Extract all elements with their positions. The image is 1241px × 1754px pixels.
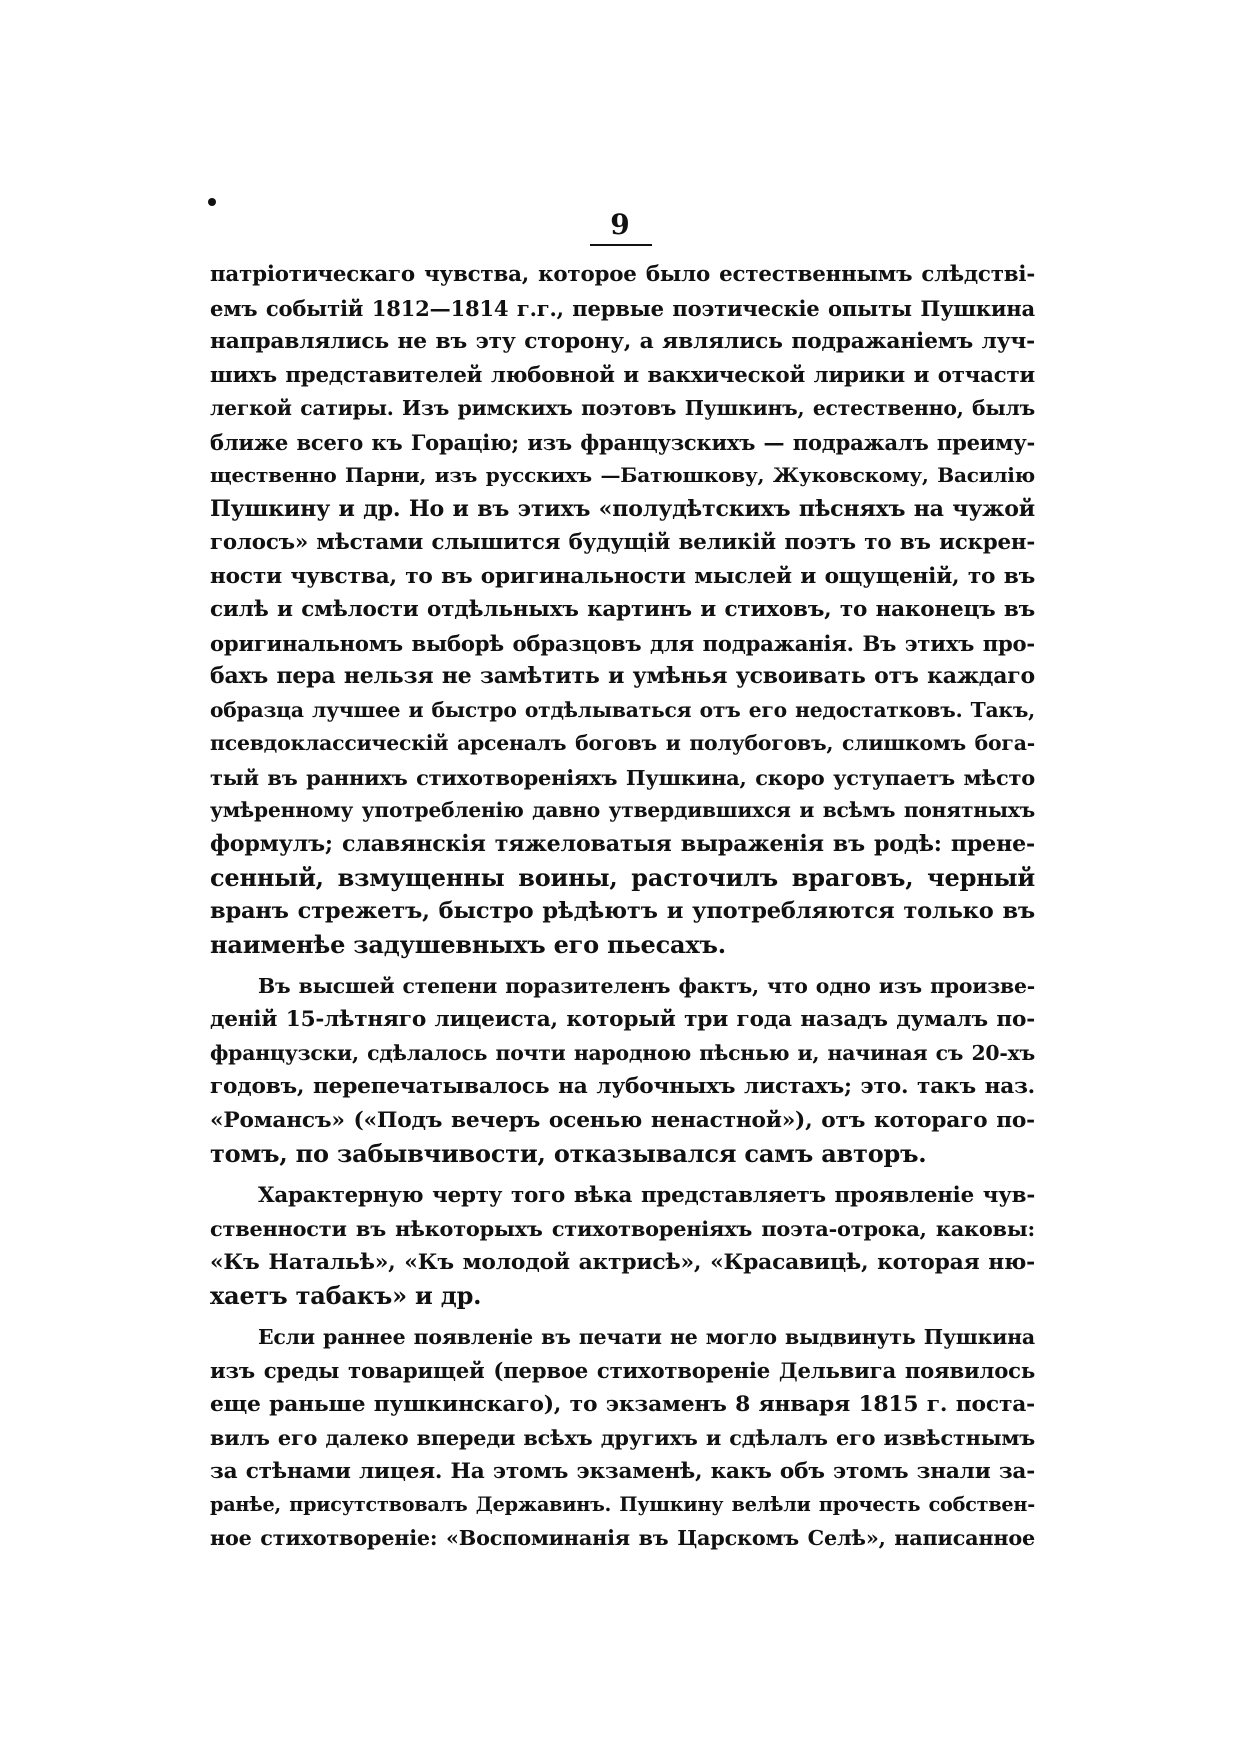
text-line: изъ среды товарищей (первое стихотвореніе Дельвига появилось [210, 1358, 1035, 1383]
text-line: направлялись не въ эту сторону, а являлись подражаніемъ луч- [210, 329, 1035, 354]
text-line: за стѣнами лицея. На этомъ экзаменѣ, какъ объ этомъ знали за- [210, 1458, 1035, 1484]
text-line: ное стихотвореніе: «Воспоминанія въ Царскомъ Селѣ», написанное [210, 1525, 1035, 1550]
text-line: Пушкину и др. Но и въ этихъ «полудѣтскихъ пѣсняхъ на чужой [210, 495, 1035, 522]
paragraph-gap [210, 962, 1035, 970]
text-line: еще раньше пушкинскаго), то экзаменъ 8 января 1815 г. поста- [210, 1391, 1035, 1417]
paragraph-gap [210, 1171, 1035, 1179]
page-number-rule [590, 244, 652, 246]
text-line: хаетъ табакъ» и др. [210, 1281, 482, 1310]
text-line: ближе всего къ Горацію; изъ французскихъ — подражалъ преиму- [210, 429, 1035, 455]
text-line: легкой сатиры. Изъ римскихъ поэтовъ Пушкинъ, естественно, былъ [210, 396, 1035, 420]
text-line: Въ высшей степени поразителенъ фактъ, что одно изъ произве- [258, 973, 1035, 998]
text-line: томъ, по забывчивости, отказывался самъ авторъ. [210, 1139, 927, 1168]
text-line: оригинальномъ выборѣ образцовъ для подражанія. Въ этихъ про- [210, 630, 1035, 656]
text-line: Характерную черту того вѣка представляетъ проявленіе чув- [258, 1182, 1035, 1208]
text-line: щественно Парни, изъ русскихъ —Батюшкову, Жуковскому, Василію [210, 463, 1035, 487]
text-line: шихъ представителей любовной и вакхической лирики и отчасти [210, 362, 1035, 388]
text-line: силѣ и смѣлости отдѣльныхъ картинъ и стиховъ, то наконецъ въ [210, 597, 1035, 622]
text-line: патріотическаго чувства, которое было естественнымъ слѣдстві- [210, 262, 1035, 287]
text-line: деній 15-лѣтняго лицеиста, который три года назадъ думалъ по- [210, 1007, 1035, 1032]
text-line: ранѣе, присутствовалъ Державинъ. Пушкину велѣли прочесть собствен- [210, 1493, 1035, 1516]
text-line: «Романсъ» («Подъ вечеръ осенью ненастной»), отъ котораго по- [210, 1107, 1035, 1133]
text-line: Если раннее появленіе въ печати не могло выдвинуть Пушкина [258, 1324, 1035, 1349]
text-line: емъ событій 1812—1814 г.г., первые поэтическіе опыты Пушкина [210, 295, 1035, 321]
text-line: бахъ пера нельзя не замѣтить и умѣнья усвоивать отъ каждаго [210, 663, 1035, 689]
text-line: ности чувства, то въ оригинальности мыслей и ощущеній, то въ [210, 563, 1035, 589]
text-line: образца лучшее и быстро отдѣлываться отъ его недостатковъ. Такъ, [210, 697, 1035, 722]
text-line: «Къ Натальѣ», «Къ молодой актрисѣ», «Красавицѣ, которая ню- [210, 1249, 1035, 1275]
text-line: вранъ стрежетъ, быстро рѣдѣютъ и употребляются только въ [210, 897, 1035, 924]
text-line: тый въ раннихъ стихотвореніяхъ Пушкина, скоро уступаетъ мѣсто [210, 764, 1035, 790]
margin-dot [208, 198, 216, 206]
text-line: голосъ» мѣстами слышится будущій великій поэтъ то въ искрен- [210, 530, 1035, 555]
text-line: годовъ, перепечатывалось на лубочныхъ листахъ; это. такъ наз. [210, 1074, 1035, 1099]
text-line: вилъ его далеко впереди всѣхъ другихъ и сдѣлалъ его извѣстнымъ [210, 1425, 1035, 1450]
page-number: 9 [610, 208, 630, 241]
text-line: умѣренному употребленію давно утвердившихся и всѣмъ понятныхъ [210, 798, 1035, 822]
text-line: псевдоклассическій арсеналъ боговъ и полубоговъ, слишкомъ бога- [210, 731, 1035, 755]
text-line: сенный, взмущенны воины, расточилъ враговъ, черный [210, 863, 1035, 892]
paragraph-gap [210, 1313, 1035, 1321]
body-text [210, 258, 1035, 1555]
text-line: наименѣе задушевныхъ его пьесахъ. [210, 930, 726, 959]
text-line: французски, сдѣлалось почти народною пѣснью и, начиная съ 20-хъ [210, 1040, 1035, 1065]
text-line: формулъ; славянскія тяжеловатыя выраженія въ родѣ: прене- [210, 830, 1035, 857]
text-line: ственности въ нѣкоторыхъ стихотвореніяхъ поэта-отрока, каковы: [210, 1216, 1035, 1241]
